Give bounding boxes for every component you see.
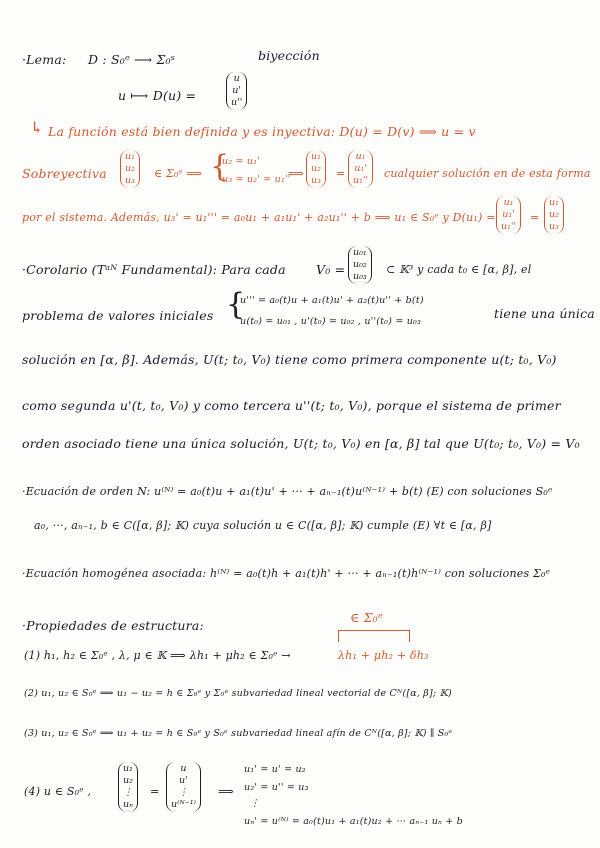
- proof-equals: =: [336, 167, 346, 180]
- corollary-initial: u(t₀) = u₀₁ , u'(t₀) = u₀₂ , u''(t₀) = u₀₃: [240, 316, 422, 327]
- lema-label: ·Lema:: [22, 52, 67, 67]
- corollary-v0-tail: ⊂ 𝕂³ y cada t₀ ∈ [α, β], el: [386, 263, 532, 276]
- properties-title: ·Propiedades de estructura:: [22, 618, 204, 633]
- bracket-right: [409, 630, 410, 642]
- property-1-extension: λh₁ + μh₂ + δh₃: [338, 649, 429, 662]
- proof-vector-a: u₁ u₁' u₁'': [496, 196, 521, 234]
- property-2: (2) u₁, u₂ ∈ S₀ᵉ ⟹ u₁ − u₂ = h ∈ Σ₀ᵉ y Σ₀ᵉ subvariedad lineal vectorial de Cᴺ([α, β]; 𝕂): [24, 688, 452, 699]
- proof-equals-2: =: [530, 211, 540, 224]
- property-4-label: (4) u ∈ S₀ᵉ ,: [24, 785, 92, 798]
- proof-vector-right: u₁ u₁' u₁'': [348, 150, 373, 188]
- corollary-line-3: solución en [α, β]. Además, U(t; t₀, V₀) tiene como primera componente u(t; t₀, V₀): [22, 352, 557, 367]
- proof-vector-left: u₁ u₂ u₃: [120, 150, 140, 188]
- property-4-implies: ⟹: [218, 785, 234, 798]
- proof-arrow: ↳: [30, 118, 44, 137]
- proof-any-solution: cualquier solución en de esta forma: [384, 167, 591, 180]
- homogeneous-equation: ·Ecuación homogénea asociada: h⁽ᴺ⁾ = a₀(t)h + a₁(t)h' + ··· + aₙ₋₁(t)h⁽ᴺ⁻¹⁾ con soluciones Σ₀ᵉ: [22, 567, 551, 580]
- proof-vector-mid: u₁ u₂ u₃: [306, 150, 326, 188]
- corollary-brace: {: [226, 287, 246, 322]
- proof-surjective-label: Sobreyectiva: [22, 166, 107, 181]
- corollary-problem: problema de valores iniciales: [22, 308, 214, 323]
- properties-in-sigma: ∈ Σ₀ᵉ: [350, 610, 383, 625]
- proof-line-3: por el sistema. Además, u₃' = u₁''' = a₀u₁ + a₁u₁' + a₂u₁'' + b ⟹ u₁ ∈ S₀ᵉ y D(u₁) =: [22, 211, 496, 224]
- lema-aside: biyección: [258, 48, 320, 63]
- corollary-line-4: como segunda u'(t, t₀, V₀) y como tercera u''(t; t₀, V₀), porque el sistema de primer: [22, 398, 561, 413]
- corollary-v0-vector: u₀₁ u₀₂ u₀₃: [348, 246, 372, 284]
- proof-brace: {: [210, 149, 230, 184]
- lema-map: u ⟼ D(u) =: [118, 88, 197, 103]
- property-1: (1) h₁, h₂ ∈ Σ₀ᵉ , λ, μ ∈ 𝕂 ⟹ λh₁ + μh₂ ∈ Σ₀ᵉ →: [24, 649, 291, 662]
- corollary-unique: tiene una única: [494, 306, 595, 321]
- property-4-line-4: uₙ' = u⁽ᴺ⁾ = a₀(t)u₁ + a₁(t)u₂ + ··· aₙ₋₁ uₙ + b: [244, 816, 463, 827]
- order-n-equation: ·Ecuación de orden N: u⁽ᴺ⁾ = a₀(t)u + a₁(t)u' + ··· + aₙ₋₁(t)u⁽ᴺ⁻¹⁾ + b(t) (E) con soluciones S₀ᵉ: [22, 485, 553, 498]
- property-4-line-2: u₂' = u'' = u₃: [244, 782, 309, 793]
- property-4-equals: =: [150, 785, 160, 798]
- property-4-vector-a: u₁ u₂ ⋮ uₙ: [118, 762, 138, 812]
- proof-in-sigma: ∈ Σ₀ˢ ⟹: [154, 167, 203, 180]
- proof-vector-b: u₁ u₂ u₃: [544, 196, 564, 234]
- property-4-vector-b: u u' ⋮ u⁽ᴺ⁻¹⁾: [166, 762, 201, 812]
- bracket-left: [338, 630, 339, 642]
- proof-line-1: La función está bien definida y es inyectiva: D(u) = D(v) ⟹ u = v: [48, 124, 476, 139]
- lema-vector: u u' u'': [226, 72, 247, 110]
- proof-implies: ⟹: [288, 167, 304, 180]
- corollary-line-5: orden asociado tiene una única solución, U(t; t₀, V₀) en [α, β] tal que U(t₀; t₀, V₀) = V₀: [22, 436, 580, 451]
- proof-system-2: u₃ = u₂' = u₁'': [222, 174, 291, 185]
- corollary-ode: u''' = a₀(t)u + a₁(t)u' + a₂(t)u'' + b(t): [240, 295, 424, 306]
- property-4-line-3: ⋮: [250, 798, 260, 809]
- property-4-line-1: u₁' = u' = u₂: [244, 764, 306, 775]
- corollary-v0: V₀ =: [316, 262, 346, 277]
- property-3: (3) u₁, u₂ ∈ S₀ᵉ ⟹ u₁ + u₂ = h ∈ S₀ᵉ y S₀ᵉ subvariedad lineal afín de Cᴺ([α, β]; 𝕂) ∥ S₀ᵉ: [24, 728, 453, 739]
- order-n-coefficients: a₀, ···, aₙ₋₁, b ∈ C([α, β]; 𝕂) cuya solución u ∈ C([α, β]; 𝕂) cumple (E) ∀t ∈ [α, β]: [34, 519, 492, 532]
- bracket-top: [338, 630, 410, 631]
- proof-system-1: u₂ = u₁': [222, 156, 261, 167]
- lema-statement: D : S₀ᵉ ⟶ Σ₀ˢ: [88, 52, 176, 67]
- corollary-label: ·Corolario (Tᵃᴺ Fundamental): Para cada: [22, 262, 286, 277]
